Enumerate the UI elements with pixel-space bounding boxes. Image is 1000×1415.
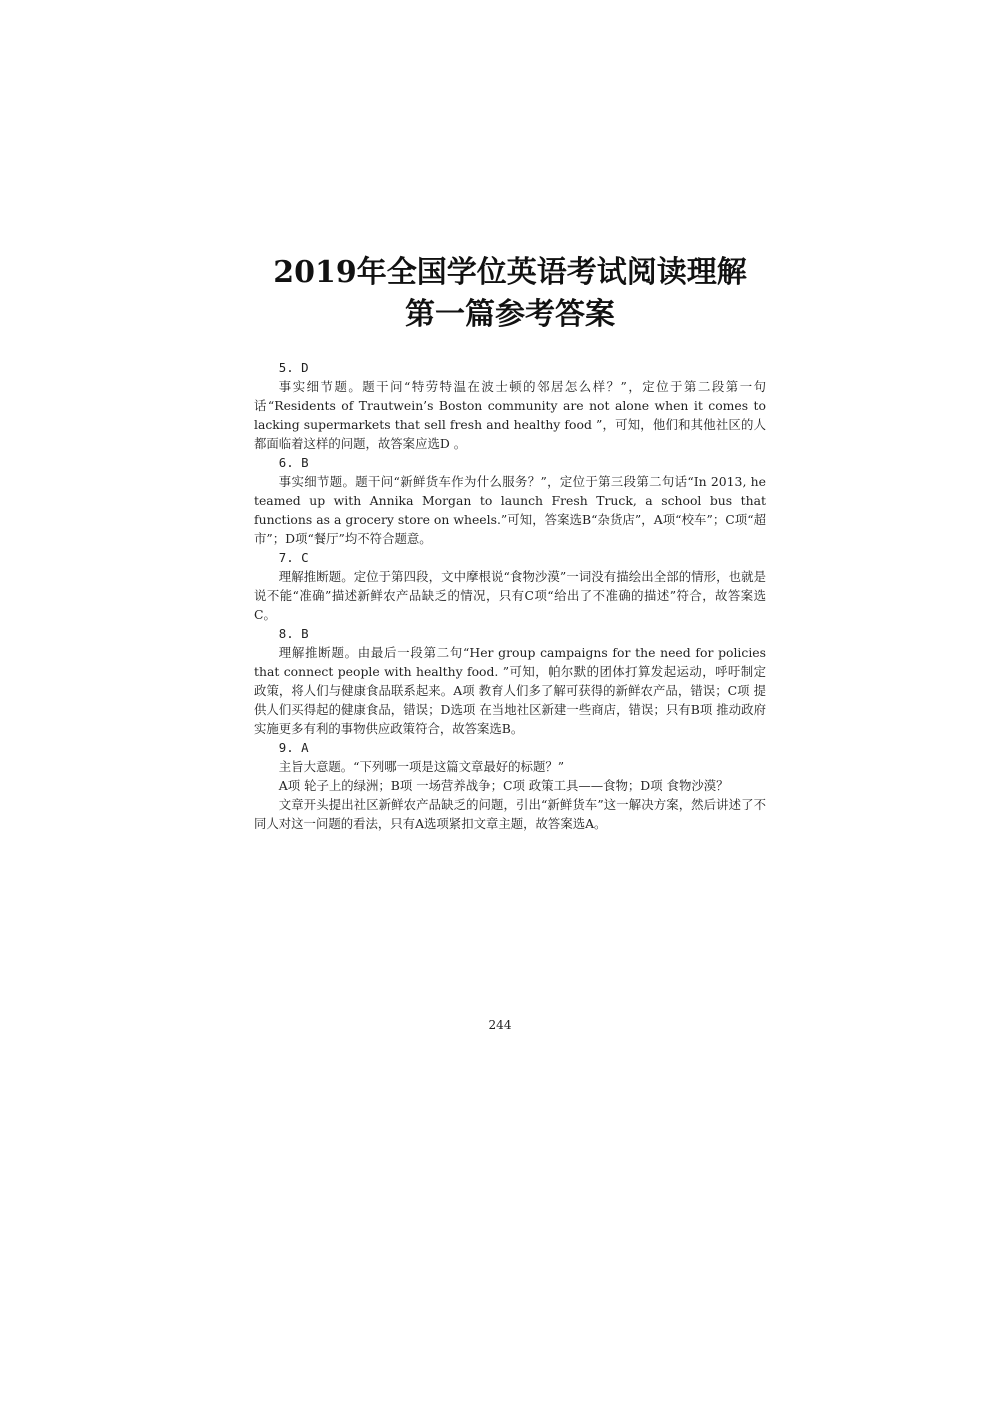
document-title <box>254 252 766 336</box>
explanation-5: 事实细节题。题干问“特劳特温在波士顿的邻居怎么样？”，定位于第二段第一句话“Residents of Trautwein’s Boston community are not alone when it comes to lacking supermarkets that sell fresh and healthy food ”，可知，他们和其他社区的人都面临着这样的问题，故答案应选D 。 <box>254 379 766 451</box>
explanation-7: 理解推断题。定位于第四段，文中摩根说“食物沙漠”一词没有描绘出全部的情形，也就是说不能“准确”描述新鲜农产品缺乏的情况，只有C项“给出了不准确的描述”符合，故答案选C。 <box>254 569 766 622</box>
answer-label-9: 9. A <box>278 740 309 755</box>
explanation-9-analysis: 文章开头提出社区新鲜农产品缺乏的问题，引出“新鲜货车”这一解决方案，然后讲述了不同人对这一问题的看法，只有A选项紧扣文章主题，故答案选A。 <box>254 797 766 831</box>
title-line-2: 第一篇参考答案 <box>405 297 615 332</box>
explanation-6: 事实细节题。题干问“新鲜货车作为什么服务？”，定位于第三段第二句话“In 2013, he teamed up with Annika Morgan to launch Fresh Truck, a school bus that functions as a grocery store on wheels.”可知，答案选B“杂货店”，A项“校车”；C项“超市”；D项“餐厅”均不符合题意。 <box>254 474 766 546</box>
explanation-9-question: 主旨大意题。“下列哪一项是这篇文章最好的标题？” <box>278 759 565 774</box>
page-number: 244 <box>488 1018 512 1032</box>
explanation-8: 理解推断题。由最后一段第二句“Her group campaigns for the need for policies that connect people with healthy food. ”可知，帕尔默的团体打算发起运动，呼吁制定政策，将人们与健康食品联系起来。A项 教育人们多了解可获得的新鲜农产品，错误；C项 提供人们买得起的健康食品，错误；D选项 在当地社区新建一些商店，错误；只有B项 推动政府实施更多有利的事物供应政策符合，故答案选B。 <box>254 645 766 736</box>
answer-label-7: 7. C <box>278 550 309 565</box>
answer-label-8: 8. B <box>278 626 309 641</box>
answer-section <box>254 358 766 833</box>
answer-label-5: 5. D <box>278 360 309 375</box>
answer-label-6: 6. B <box>278 455 309 470</box>
explanation-9-options: A项 轮子上的绿洲；B项 一场营养战争；C项 政策工具——食物；D项 食物沙漠？ <box>278 778 729 793</box>
title-line-1: 2019年全国学位英语考试阅读理解 <box>273 255 747 290</box>
